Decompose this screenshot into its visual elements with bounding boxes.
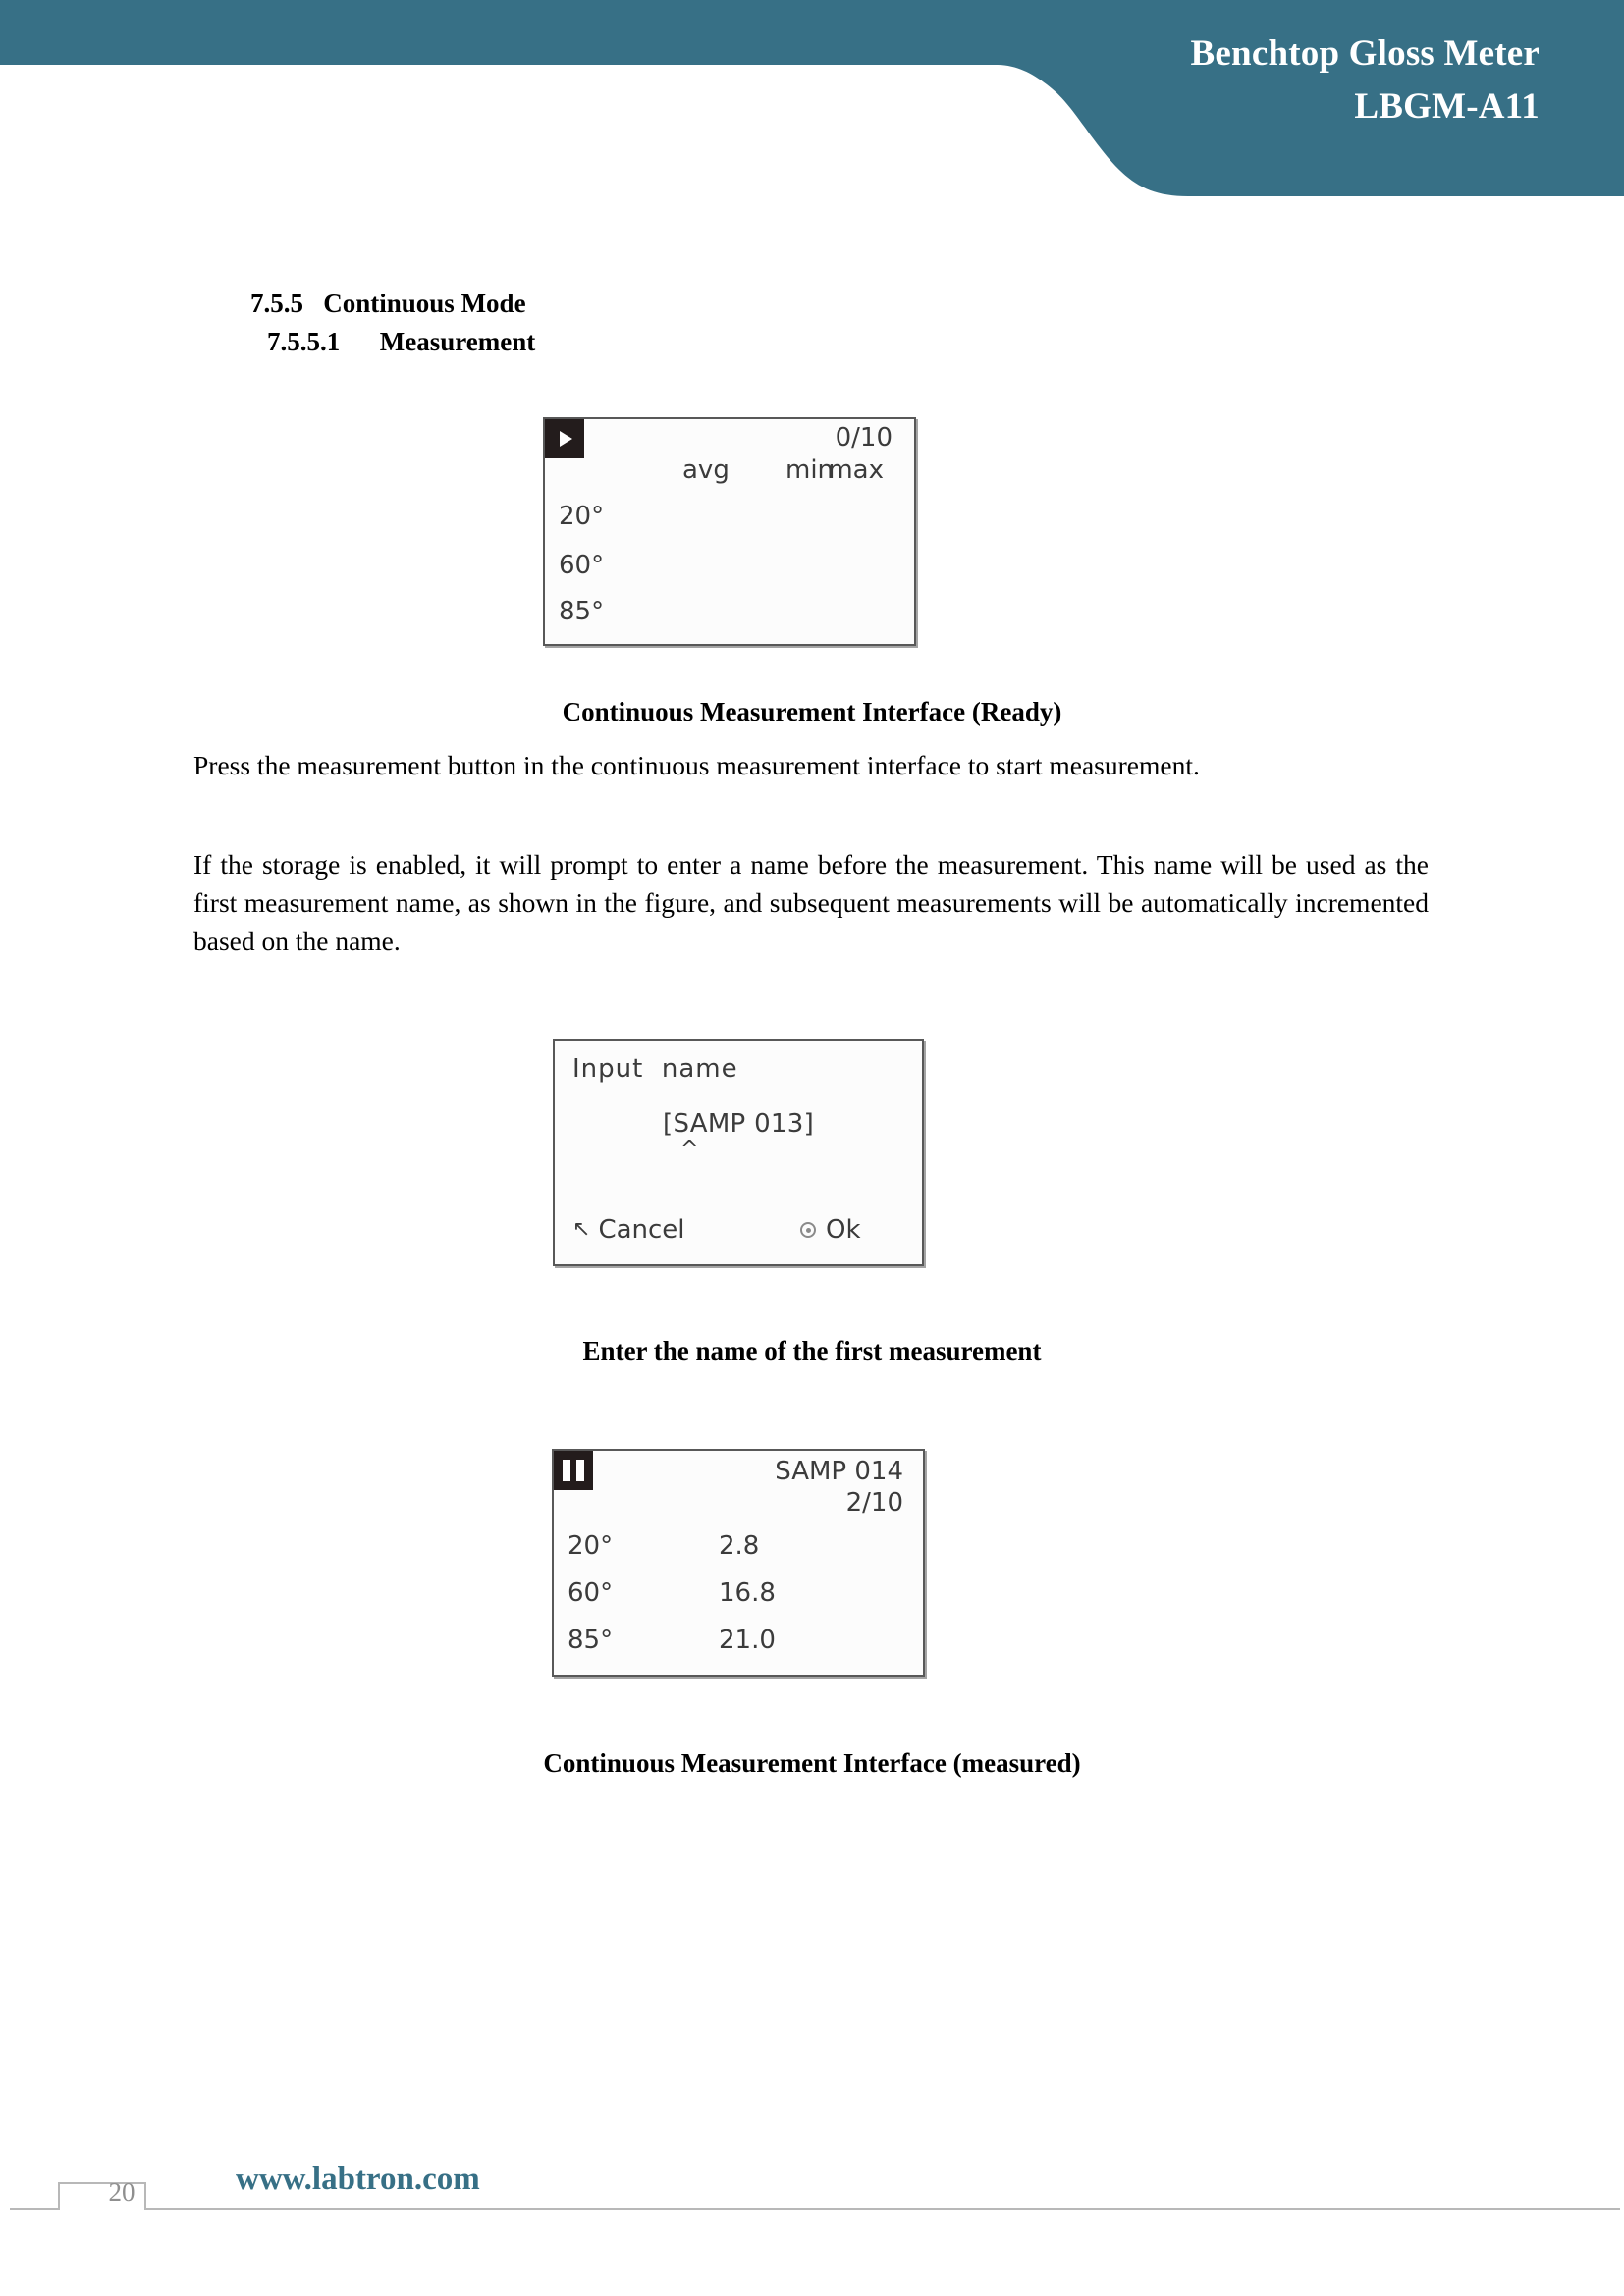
angle-label-20: 20° [568, 1531, 614, 1561]
angle-label-85: 85° [559, 597, 605, 626]
lcd-measured-inner [554, 1451, 923, 1675]
gloss-value-60: 16.8 [719, 1578, 776, 1608]
section-heading-7-5-5: 7.5.5 Continuous Mode [250, 289, 526, 318]
paragraph-storage-naming: If the storage is enabled, it will prompt to enter a name before the measurement. This name will be used as the first measurement name, as shown in the figure, and subsequent measurements will be automatically incremented based on the name. [193, 849, 1429, 956]
page-footer [0, 2140, 1624, 2258]
page-number: 20 [108, 2177, 135, 2207]
sample-name: SAMP 014 [775, 1457, 903, 1486]
arrow-up-left-icon: ↖ [572, 1217, 591, 1242]
angle-label-60: 60° [568, 1578, 614, 1608]
lcd-input-name-inner [555, 1041, 922, 1264]
lcd-ready-inner [545, 419, 914, 644]
cancel-button-label: Cancel [598, 1215, 685, 1245]
column-header-max: max [828, 455, 884, 485]
page-header [0, 0, 1624, 196]
lcd-screen-input-name [553, 1039, 924, 1266]
input-caret-icon: ^ [680, 1137, 699, 1161]
column-header-avg: avg [682, 455, 730, 485]
circle-dot-icon [800, 1222, 816, 1238]
lcd-screen-measured [552, 1449, 925, 1677]
figure-caption-measured: Continuous Measurement Interface (measured) [543, 1748, 1081, 1778]
header-title-block [911, 27, 1540, 133]
play-icon [545, 419, 584, 458]
cancel-button[interactable] [572, 1215, 685, 1245]
angle-label-60: 60° [559, 551, 605, 580]
input-name-title: Input name [572, 1054, 738, 1084]
figure-caption-enter-name: Enter the name of the first measurement [582, 1336, 1042, 1365]
measurement-counter: 2/10 [845, 1488, 903, 1518]
figure-caption-ready: Continuous Measurement Interface (Ready) [562, 697, 1062, 726]
product-model-line2: LBGM-A11 [1354, 86, 1540, 127]
ok-button-label: Ok [826, 1215, 861, 1245]
input-name-value: [SAMP 013] [663, 1109, 815, 1139]
pause-icon [554, 1451, 593, 1490]
angle-label-20: 20° [559, 502, 605, 531]
play-triangle-glyph [560, 431, 572, 447]
paragraph-press-measurement: Press the measurement button in the continuous measurement interface to start measurement. [193, 750, 1200, 780]
product-title-line1: Benchtop Gloss Meter [1190, 33, 1540, 74]
gloss-value-20: 2.8 [719, 1531, 760, 1561]
ok-button[interactable] [800, 1215, 861, 1245]
footer-website-url[interactable]: www.labtron.com [236, 2162, 480, 2197]
gloss-value-85: 21.0 [719, 1626, 776, 1655]
angle-label-85: 85° [568, 1626, 614, 1655]
pause-bars-glyph [563, 1460, 584, 1481]
measurement-counter: 0/10 [835, 423, 893, 453]
lcd-screen-ready [543, 417, 916, 646]
section-heading-7-5-5-1: 7.5.5.1 Measurement [267, 327, 536, 356]
column-header-min: min [785, 455, 835, 485]
